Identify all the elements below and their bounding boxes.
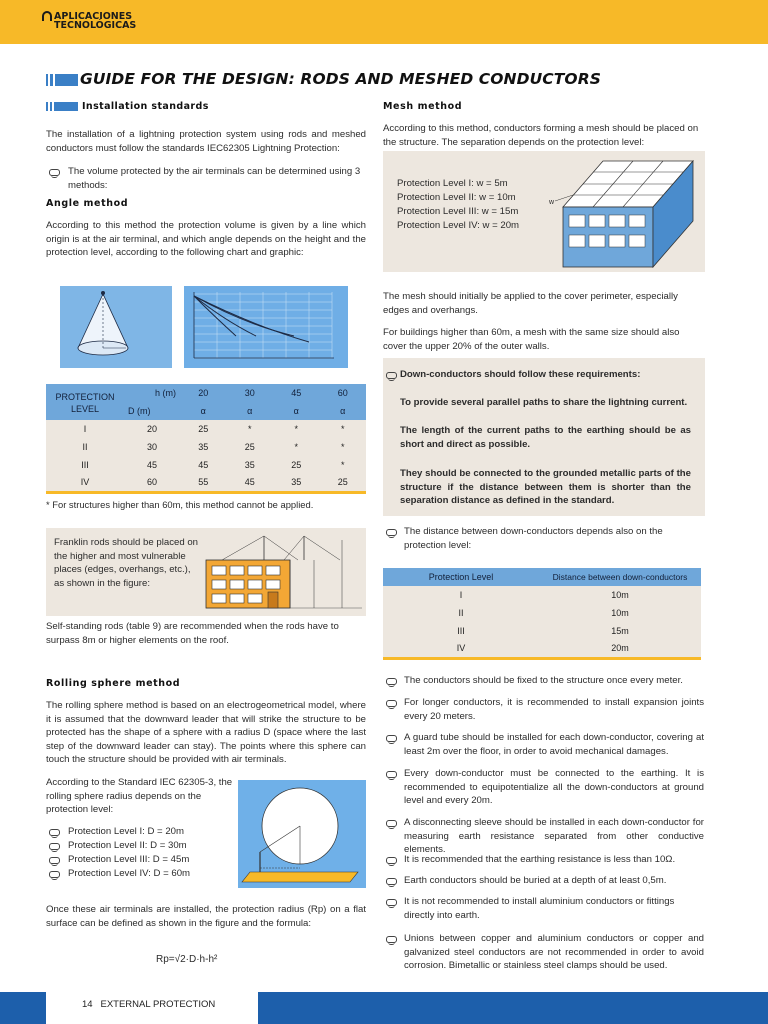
bullet-item: It is recommended that the earthing resistance is less than 10Ω. — [404, 854, 676, 865]
mesh-paragraph-2: For buildings higher than 60m, a mesh with the same size should also cover the upper 20% of the outer walls. — [383, 327, 680, 352]
mesh-level-1: Protection Level I: w = 5m — [397, 178, 508, 189]
table-header-cell: 20 — [180, 384, 227, 402]
table-cell: 20 — [146, 424, 157, 434]
table-header-protection: PROTECTION LEVEL — [46, 384, 124, 420]
down-requirement-3: They should be connected to the grounded metallic parts of the structure if the distance between them is shorter than the separation distance as defined in the standard. — [400, 468, 691, 506]
company-logo — [44, 12, 136, 30]
table-cell: 35 — [244, 460, 255, 470]
table-header-d: D (m) — [124, 402, 180, 420]
mesh-level-3: Protection Level III: w = 15m — [397, 206, 519, 217]
table-cell: 45 — [146, 460, 157, 470]
table-cell: * — [340, 460, 345, 470]
methods-bullet: The volume protected by the air terminals can be determined using 3 methods: — [68, 166, 361, 191]
bullet-item: Every down-conductor must be connected to the earthing. It is recommended to equipotentialize all the down-conductors at ground level and every 20m. — [404, 768, 704, 806]
angle-chart — [184, 286, 348, 368]
intro-paragraph: The installation of a lightning protection system using rods and meshed conductors must follow the standards IEC62305 Lightning Protection: — [46, 129, 366, 154]
angle-method-heading: Angle method — [46, 198, 129, 209]
table-row — [46, 456, 366, 474]
table-cell: 35 — [291, 477, 302, 488]
bullet-icon — [386, 878, 397, 885]
table-cell: * — [294, 442, 298, 452]
angle-method-text: According to this method the protection volume is given by a line which origin is at the air terminal, and which angle depends on the height and the protection level, according to the following chart and graphic: — [46, 220, 366, 258]
table-cell: 10m — [611, 608, 629, 618]
down-conductors-heading: Down-conductors should follow these requirements: — [400, 369, 641, 380]
bullet-icon — [49, 871, 60, 878]
down-requirement-2: The length of the current paths to the earthing should be as short and direct as possible. — [400, 425, 691, 450]
rolling-sphere-heading: Rolling sphere method — [46, 678, 181, 689]
bullet-icon — [49, 843, 60, 850]
table-cell: IV — [456, 643, 466, 654]
table-cell: II — [458, 608, 464, 618]
standard-text: According to the Standard IEC 62305-3, the rolling sphere radius depends on the protection level: — [46, 777, 233, 815]
sphere-level-1: Protection Level I: D = 20m — [68, 826, 184, 837]
bullet-item: Earth conductors should be buried at a depth of at least 0,5m. — [404, 875, 667, 886]
franklin-text: Franklin rods should be placed on the higher and most vulnerable places (edges, overhangs, etc.), as shown in the figure: — [54, 537, 198, 589]
bullet-icon — [386, 771, 397, 778]
table-row — [383, 604, 701, 622]
table-header-level: Protection Level — [383, 568, 539, 586]
mesh-level-4: Protection Level IV: w = 20m — [397, 220, 520, 231]
bullet-icon — [386, 820, 397, 827]
angle-table — [46, 384, 366, 494]
table-cell: 45 — [244, 477, 255, 488]
installation-heading: Installation standards — [82, 101, 209, 112]
table-cell: III — [81, 460, 89, 470]
table-cell: 25 — [198, 424, 209, 434]
table-cell: 30 — [146, 442, 157, 452]
table-row — [46, 420, 366, 438]
table-cell: I — [83, 424, 87, 434]
bullet-item: It is not recommended to install aluminium conductors or fittings directly into earth. — [404, 896, 675, 921]
table-row — [383, 622, 701, 640]
mesh-level-2: Protection Level II: w = 10m — [397, 192, 516, 203]
cone-diagram — [60, 286, 172, 368]
self-standing-text: Self-standing rods (table 9) are recommended when the rods have to surpass 8m or higher elements on the roof. — [46, 621, 339, 646]
radius-text: Once these air terminals are installed, the protection radius (Rp) on a flat surface can be defined as shown in the figure and the formula: — [46, 904, 366, 929]
sphere-level-2: Protection Level II: D = 30m — [68, 840, 187, 851]
logo-arc-icon — [42, 11, 52, 21]
table-cell: * — [340, 442, 345, 452]
radius-formula: Rp=√2·D·h-h² — [156, 954, 218, 965]
table-cell: III — [457, 626, 465, 636]
logo-line-2: TECNOLÓGICAS — [54, 20, 137, 31]
rolling-sphere-diagram — [238, 780, 366, 888]
distance-text: The distance between down-conductors depends also on the protection level: — [404, 526, 663, 551]
bullet-icon — [386, 857, 397, 864]
table-cell: 10m — [611, 590, 629, 600]
table-header-distance: Distance between down-conductors — [539, 568, 701, 586]
mesh-method-heading: Mesh method — [383, 101, 463, 112]
table-header-cell: α — [273, 402, 320, 420]
bullet-icon — [49, 857, 60, 864]
table-row — [383, 586, 701, 604]
distance-table — [383, 568, 701, 660]
sphere-level-4: Protection Level IV: D = 60m — [68, 868, 191, 879]
bullet-item: A disconnecting sleeve should be installed in each down-conductor for measuring earth resistance separated from other conductive elements. — [404, 817, 704, 855]
page-title: GUIDE FOR THE DESIGN: RODS AND MESHED CONDUCTORS — [80, 70, 601, 88]
table-cell: 45 — [198, 460, 209, 470]
down-requirement-1: To provide several parallel paths to share the lightning current. — [400, 397, 688, 408]
table-row — [46, 474, 366, 492]
table-cell: 25 — [291, 460, 302, 470]
table-cell: 25 — [337, 477, 348, 488]
table-row — [383, 640, 701, 658]
table-cell: 15m — [611, 626, 629, 636]
title-stripes-icon — [46, 74, 78, 86]
bullet-icon — [386, 936, 397, 943]
bullet-icon — [386, 700, 397, 707]
table-cell: 25 — [244, 442, 255, 452]
bullet-icon — [386, 899, 397, 906]
table-cell: * — [247, 424, 252, 434]
bullet-item: Unions between copper and aluminium conductors or copper and galvanized steel conductors are not recommended in order to avoid corrosion. Bimetallic or stainless steel clamps should be used. — [404, 933, 704, 971]
table-cell: 60 — [146, 477, 157, 488]
mesh-method-text: According to this method, conductors forming a mesh should be placed on the structure. The separation depends on the protection level: — [383, 123, 699, 148]
bullet-icon — [49, 169, 60, 176]
table-header-cell: α — [180, 402, 227, 420]
footer-label — [82, 999, 215, 1010]
table-cell: 20m — [611, 643, 629, 654]
footer-bar-left — [0, 992, 46, 1024]
table-header-cell: 45 — [273, 384, 320, 402]
table-header-cell: α — [227, 402, 274, 420]
footer-bar-right — [258, 992, 768, 1024]
bullet-icon — [386, 372, 397, 379]
rolling-sphere-text: The rolling sphere method is based on an electrogeometrical model, where it is assumed that the downward leader that will strike the structure to be protected has the shape of a sphere with a radius D (space where the last step of the downward leader can stay). The points where this sphere can touch the structure should be provided with air terminals. — [46, 700, 366, 765]
logo-line-1: APLICACIONES — [54, 11, 133, 22]
table-cell: * — [340, 424, 345, 434]
table-cell: * — [294, 424, 298, 434]
page-number: 14 — [82, 999, 93, 1010]
table-row — [46, 438, 366, 456]
bullet-icon — [386, 735, 397, 742]
footer-section: EXTERNAL PROTECTION — [100, 999, 216, 1010]
table-header-cell: α — [320, 402, 367, 420]
bullet-item: For longer conductors, it is recommended to install expansion joints every 20 meters. — [404, 697, 704, 722]
bullet-icon — [386, 678, 397, 685]
bullet-icon — [386, 529, 397, 536]
footnote: * For structures higher than 60m, this method cannot be applied. — [46, 499, 314, 510]
section-stripes-icon — [46, 102, 78, 111]
table-header-h: h (m) — [124, 384, 180, 402]
table-cell: I — [459, 590, 463, 600]
table-cell: 35 — [198, 442, 209, 452]
sphere-level-3: Protection Level III: D = 45m — [68, 854, 190, 865]
table-header-cell: 60 — [320, 384, 367, 402]
table-cell: IV — [80, 477, 90, 488]
table-header-cell: 30 — [227, 384, 274, 402]
bullet-item: The conductors should be fixed to the structure once every meter. — [404, 675, 683, 686]
bullet-icon — [49, 829, 60, 836]
mesh-w-label: w — [549, 199, 555, 206]
table-cell: 55 — [198, 477, 209, 488]
bullet-item: A guard tube should be installed for each down-conductor, covering at least 2m over the floor, in order to avoid mechanical damages. — [404, 732, 704, 757]
table-cell: II — [82, 442, 88, 452]
mesh-paragraph-1: The mesh should initially be applied to the cover perimeter, especially edges and overhangs. — [383, 291, 678, 316]
